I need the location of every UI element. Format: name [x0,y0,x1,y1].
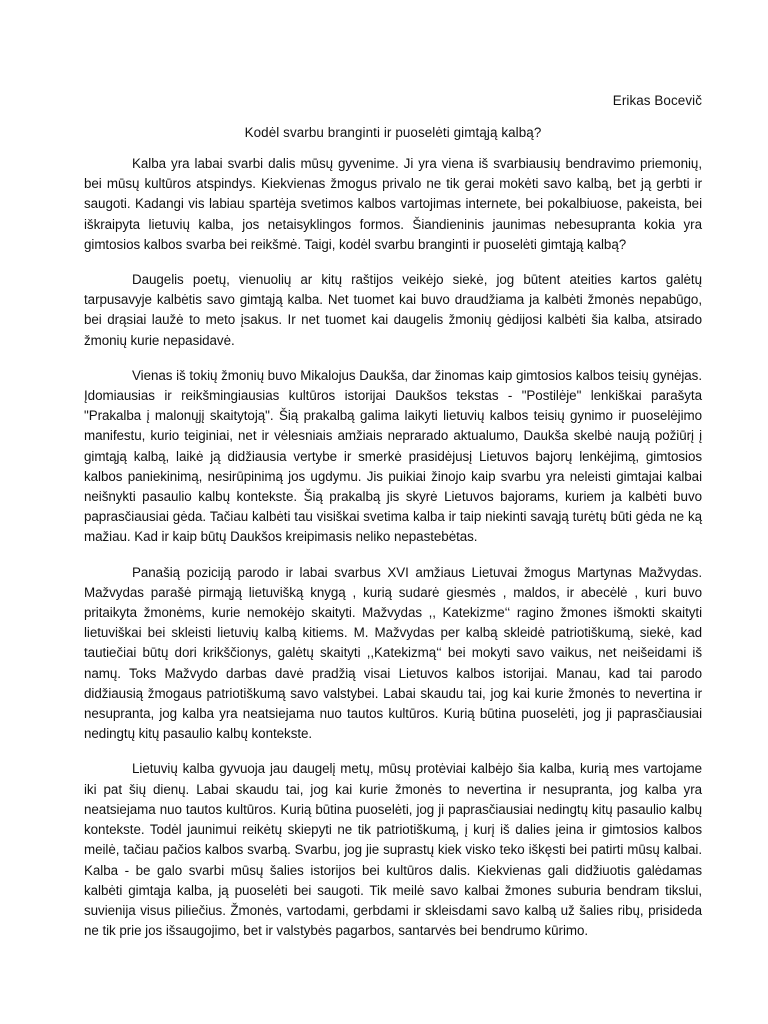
essay-title: Kodėl svarbu branginti ir puoselėti gimtąją kalbą? [244,125,542,140]
paragraph-3: Vienas iš tokių žmonių buvo Mikalojus Daukša, dar žinomas kaip gimtosios kalbos teisių gynėjas. Įdomiausias ir reikšmingiausias kultūros istorijai Daukšos tekstas - "Postilėje" lenkiškai parašyta "Prakalba į malonųjį skaitytoją". Šią prakalbą galima laikyti lietuvių kalbos teisių gynimo ir puoselėjimo manifestu, kurio teiginiai, net ir vėlesniais amžiais neprarado aktualumo, Daukša skelbė naują požiūrį į gimtąją kalbą, laikė ją didžiausia vertybe ir smerkė prasidėjusį Lietuvos bajorų lenkėjimą, gimtosios kalbos paniekinimą, nesirūpinimą jos ugdymu. Jis puikiai žinojo kaip svarbu yra neleisti gimtajai kalbai neišnykti pasaulio kalbų kontekste. Šią prakalbą jis skyrė Lietuvos bajorams, kuriem ja kalbėti buvo paprasčiausiai gėda. Tačiau kalbėti tau visiškai svetima kalba ir taip niekinti savąją turėtų būti gėda ne ką mažiau. Kad ir kaip būtų Daukšos kreipimasis neliko nepastebėtas. [84,367,702,545]
paragraph-4: Panašią poziciją parodo ir labai svarbus XVI amžiaus Lietuvai žmogus Martynas Mažvydas. Mažvydas parašė pirmąją lietuvišką knygą , kurią sudarė giesmės , maldos, ir abecėlė , kuri buvo pritaikyta žmonėms, kurie nemokėjo skaityti. Mažvydas ,, Katekizme‘‘ ragino žmones išmokti skaityti lietuviškai bei skleisti lietuvių kalbą kitiems. M. Mažvydas per kalbą skleidė patriotiškumą, siekė, kad tautiečiai būtų dori krikščionys, galėtų skaityti ,,Katekizmą‘‘ bei mokyti savo vaikus, net neišeidami iš namų. Toks Mažvydo darbas davė pradžią visai Lietuvos kalbos istorijai. Manau, kad tai parodo didžiausią žmogaus patriotiškumą savo valstybei. Labai skaudu tai, jog kai kurie žmonės to nevertina ir nesupranta, jog kalba yra neatsiejama nuo tautos kultūros. Kurią būtina puoselėti, jog ji paprasčiausiai nedingtų kitų pasaulio kalbų kontekste. [84,564,702,742]
paragraph-5: Lietuvių kalba gyvuoja jau daugelį metų, mūsų protėviai kalbėjo šia kalba, kurią mes vartojame iki pat šių dienų. Labai skaudu tai, jog kai kurie žmonės to nevertina ir nesupranta, jog kalba yra neatsiejama nuo tautos kultūros. Kurią būtina puoselėti, jog ji paprasčiausiai nedingtų kitų pasaulio kalbų kontekste. Todėl jaunimui reikėtų skiepyti ne tik patriotiškumą, į kurį iš dalies įeina ir gimtosios kalbos meilė, tačiau pačios kalbos svarbą. Svarbu, jog jie suprastų kiek visko teko iškęsti bei patirti mūsų kalbai. Kalba - be galo svarbi mūsų šalies istorijos bei kultūros dalis. Kiekvienas gali didžiuotis galėdamas kalbėti gimtąja kalba, ją puoselėti bei saugoti. Tik meilė savo kalbai žmones suburia bendram tikslui, suvienija visus piliečius. Žmonės, vartodami, gerbdami ir skleisdami savo kalbą už šalies ribų, prisideda ne tik prie jos išsaugojimo, bet ir valstybės pagarbos, santarvės bei bendrumo kūrimo. [84,761,702,939]
paragraph-1: Kalba yra labai svarbi dalis mūsų gyvenime. Ji yra viena iš svarbiausių bendravimo priemonių, bei mūsų kultūros atspindys. Kiekvienas žmogus privalo ne tik gerai mokėti savo kalbą, bet ją gerbti ir saugoti. Kadangi vis labiau spartėja svetimos kalbos vartojimas internete, bei pokalbiuose, pakeista, bei iškraipyta lietuvių kalba, jos netaisyklingos formos. Šiandieninis jaunimas nebesupranta kokia yra gimtosios kalbos svarba bei reikšmė. Taigi, kodėl svarbu branginti ir puoselėti gimtąją kalbą? [84,156,702,252]
paragraph-2: Daugelis poetų, vienuolių ar kitų raštijos veikėjo siekė, jog būtent ateities kartos galėtų tarpusavyje kalbėtis savo gimtąją kalba. Net tuomet kai buvo draudžiama ja kalbėti žmonės nepabūgo, bei drąsiai laužė to meto įsakus. Ir net tuomet kai daugelis žmonių gėdijosi kalbėti šia kalba, atsirado žmonių kurie nepasidavė. [84,272,702,348]
author-name: Erikas Bocevič [612,93,702,108]
